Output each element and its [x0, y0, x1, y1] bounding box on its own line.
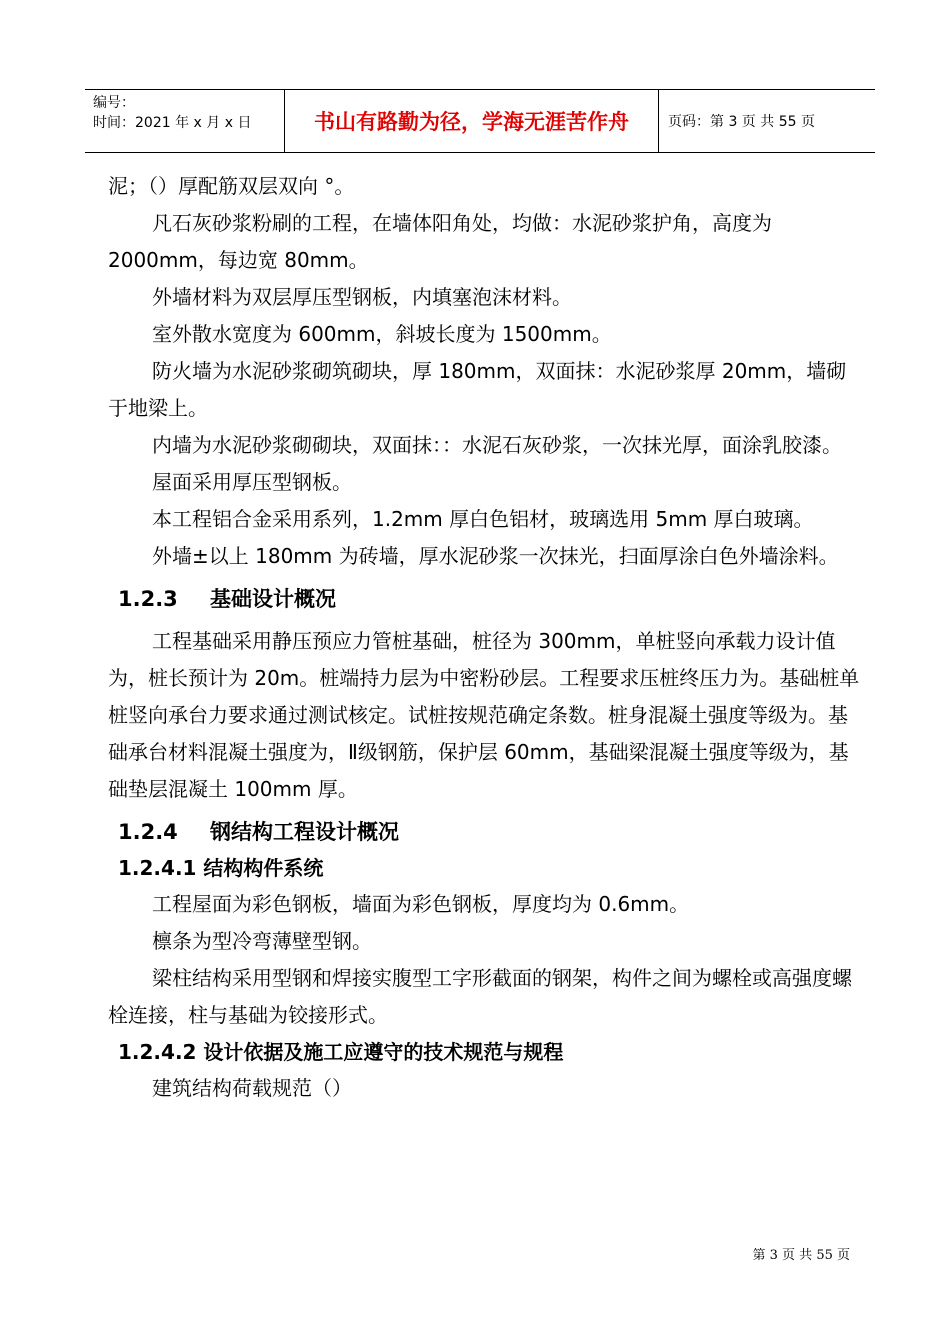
header-page-info: 页码：第 3 页 共 55 页	[668, 114, 815, 130]
subsection-heading-1-2-4-1: 1.2.4.1 结构构件系统	[118, 856, 324, 880]
subsection-heading-1-2-4-2: 1.2.4.2 设计依据及施工应遵守的技术规范与规程	[118, 1040, 564, 1064]
section-title: 基础设计概况	[210, 587, 336, 611]
page-footer: 第 3 页 共 55 页	[752, 1248, 850, 1263]
paragraph: 外墙材料为双层厚压型钢板，内填塞泡沫材料。	[152, 285, 572, 309]
time-label: 时间：2021 年 x 月 x 日	[93, 115, 252, 131]
section-heading-1-2-4	[118, 820, 860, 844]
paragraph: 凡石灰砂浆粉刷的工程，在墙体阳角处，均做：水泥砂浆护角，高度为 2000mm，每边宽 80mm。	[108, 211, 772, 272]
paragraph: 梁柱结构采用型钢和焊接实腹型工字形截面的钢架，构件之间为螺栓或高强度螺栓连接，柱与基础为铰接形式。	[108, 966, 852, 1027]
paragraph: 本工程铝合金采用系列，1.2mm 厚白色铝材，玻璃选用 5mm 厚白玻璃。	[152, 507, 814, 531]
paragraph: 室外散水宽度为 600mm，斜坡长度为 1500mm。	[152, 322, 612, 346]
page-header	[85, 89, 875, 153]
section-heading-1-2-3	[118, 587, 860, 611]
document-body	[108, 168, 860, 1107]
paragraph: 工程屋面为彩色钢板，墙面为彩色钢板，厚度均为 0.6mm。	[152, 892, 690, 916]
number-label: 编号：	[93, 95, 135, 111]
paragraph: 外墙±以上 180mm 为砖墙，厚水泥砂浆一次抹光，扫面厚涂白色外墙涂料。	[152, 544, 839, 568]
paragraph: 屋面采用厚压型钢板。	[152, 470, 352, 494]
paragraph: 工程基础采用静压预应力管桩基础，桩径为 300mm，单桩竖向承载力设计值为，桩长预计为 20m。桩端持力层为中密粉砂层。工程要求压桩终压力为。基础桩单桩竖向承台力要求通过测试核定。试桩按规范确定条数。桩身混凝土强度等级为。基础承台材料混凝土强度为，Ⅱ级钢筋，保护层 60mm，基础梁混凝土强度等级为，基础垫层混凝土 100mm 厚。	[108, 629, 860, 801]
header-motto: 书山有路勤为径，学海无涯苦作舟	[285, 90, 659, 152]
paragraph: 内墙为水泥砂浆砌砌块，双面抹：：水泥石灰砂浆，一次抹光厚，面涂乳胶漆。	[152, 433, 842, 457]
section-number: 1.2.3	[118, 587, 178, 611]
section-title: 钢结构工程设计概况	[210, 820, 399, 844]
section-number: 1.2.4	[118, 820, 178, 844]
paragraph: 建筑结构荷载规范（）	[152, 1076, 352, 1100]
paragraph: 檩条为型冷弯薄壁型钢。	[152, 929, 372, 953]
header-meta	[85, 90, 285, 152]
paragraph: 防火墙为水泥砂浆砌筑砌块，厚 180mm，双面抹：水泥砂浆厚 20mm，墙砌于地梁上。	[108, 359, 847, 420]
paragraph: 泥；（）厚配筋双层双向 °。	[108, 174, 355, 198]
